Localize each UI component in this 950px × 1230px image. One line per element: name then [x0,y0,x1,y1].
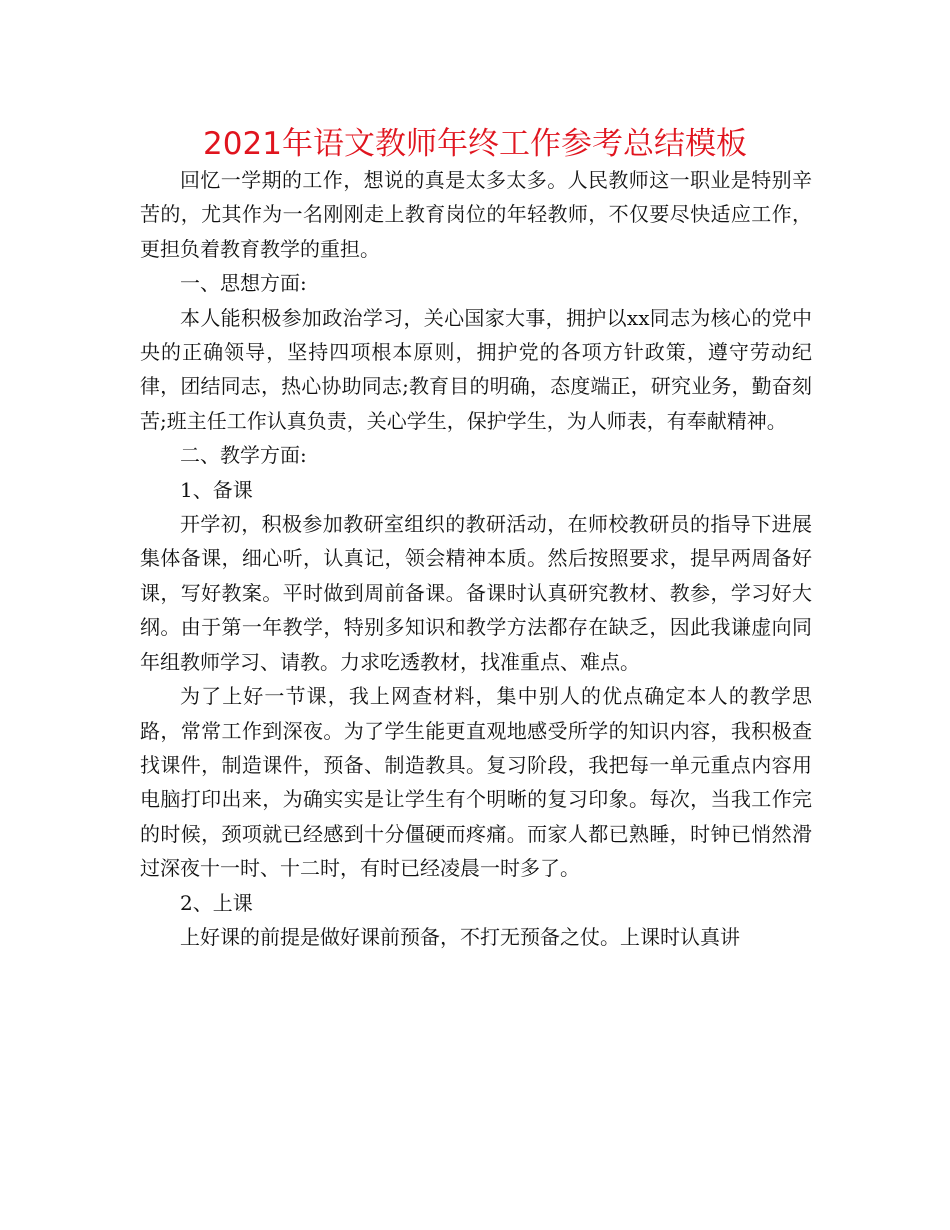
paragraph-lesson-effort: 为了上好一节课，我上网查材料，集中别人的优点确定本人的教学思路，常常工作到深夜。为了学生能更直观地感受所学的知识内容，我积极查找课件，制造课件，预备、制造教具。复习阶段，我把每一单元重点内容用电脑打印出来，为确实实是让学生有个明晰的复习印象。每次，当我工作完的时候，颈项就已经感到十分僵硬而疼痛。而家人都已熟睡，时钟已悄然滑过深夜十一时、十二时，有时已经凌晨一时多了。 [140,684,812,881]
paragraph-intro: 回忆一学期的工作，想说的真是太多太多。人民教师这一职业是特别辛苦的，尤其作为一名刚刚走上教育岗位的年轻教师，不仅要尽快适应工作，更担负着教育教学的重担。 [140,168,812,261]
paragraph-lesson-prep: 开学初，积极参加教研室组织的教研活动，在师校教研员的指导下进展集体备课，细心听，认真记，领会精神本质。然后按照要求，提早两周备好课，写好教案。平时做到周前备课。备课时认真研究教材、教参，学习好大纲。由于第一年教学，特别多知识和教学方法都存在缺乏，因此我谦虚向同年组教师学习、请教。力求吃透教材，找准重点、难点。 [140,512,812,674]
paragraph-thought: 本人能积极参加政治学习，关心国家大事，拥护以xx同志为核心的党中央的正确领导，坚持四项根本原则，拥护党的各项方针政策，遵守劳动纪律，团结同志，热心协助同志;教育目的明确，态度端正，研究业务，勤奋刻苦;班主任工作认真负责，关心学生，保护学生，为人师表，有奉献精神。 [140,305,812,433]
section-heading-thought: 一、思想方面: [180,271,307,296]
paragraph-class: 上好课的前提是做好课前预备，不打无预备之仗。上课时认真讲 [180,924,740,949]
section-heading-teaching: 二、教学方面: [180,443,307,468]
document-body [140,163,812,954]
subheading-class: 2、上课 [180,890,253,915]
subheading-lesson-prep: 1、备课 [180,477,253,502]
document-title: 2021年语文教师年终工作参考总结模板 [203,126,747,162]
